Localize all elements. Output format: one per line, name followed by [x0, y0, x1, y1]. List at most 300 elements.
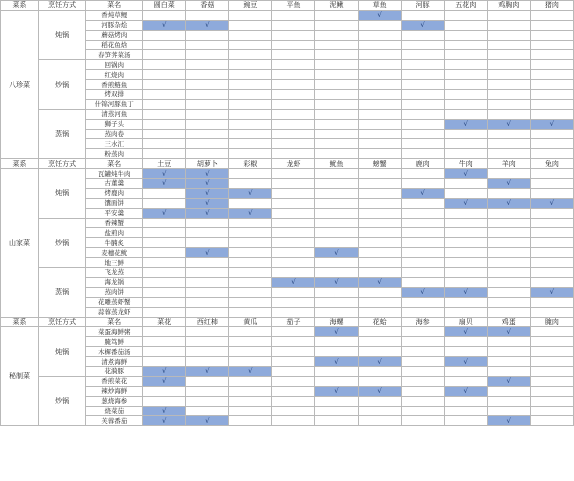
ingredient-empty-cell[interactable]: [401, 149, 444, 159]
ingredient-empty-cell[interactable]: [315, 396, 358, 406]
ingredient-empty-cell[interactable]: [186, 406, 229, 416]
ingredient-check-cell[interactable]: √: [143, 376, 186, 386]
ingredient-check-cell[interactable]: √: [487, 198, 530, 208]
ingredient-empty-cell[interactable]: [530, 80, 573, 90]
ingredient-empty-cell[interactable]: [444, 70, 487, 80]
ingredient-check-cell[interactable]: √: [444, 357, 487, 367]
ingredient-empty-cell[interactable]: [186, 327, 229, 337]
ingredient-empty-cell[interactable]: [487, 208, 530, 218]
ingredient-check-cell[interactable]: √: [143, 20, 186, 30]
ingredient-empty-cell[interactable]: [143, 139, 186, 149]
ingredient-empty-cell[interactable]: [530, 248, 573, 258]
ingredient-check-cell[interactable]: √: [315, 357, 358, 367]
ingredient-empty-cell[interactable]: [358, 287, 401, 297]
ingredient-empty-cell[interactable]: [272, 248, 315, 258]
ingredient-empty-cell[interactable]: [401, 258, 444, 268]
ingredient-empty-cell[interactable]: [143, 248, 186, 258]
ingredient-empty-cell[interactable]: [315, 307, 358, 317]
ingredient-empty-cell[interactable]: [401, 139, 444, 149]
ingredient-empty-cell[interactable]: [272, 218, 315, 228]
ingredient-empty-cell[interactable]: [229, 337, 272, 347]
ingredient-empty-cell[interactable]: [272, 366, 315, 376]
ingredient-empty-cell[interactable]: [229, 268, 272, 278]
ingredient-empty-cell[interactable]: [487, 149, 530, 159]
ingredient-empty-cell[interactable]: [487, 287, 530, 297]
ingredient-check-cell[interactable]: √: [530, 119, 573, 129]
ingredient-empty-cell[interactable]: [272, 396, 315, 406]
ingredient-empty-cell[interactable]: [315, 119, 358, 129]
ingredient-empty-cell[interactable]: [358, 238, 401, 248]
ingredient-empty-cell[interactable]: [272, 188, 315, 198]
ingredient-empty-cell[interactable]: [487, 258, 530, 268]
ingredient-empty-cell[interactable]: [401, 198, 444, 208]
ingredient-empty-cell[interactable]: [530, 169, 573, 179]
ingredient-check-cell[interactable]: √: [143, 179, 186, 189]
ingredient-empty-cell[interactable]: [358, 90, 401, 100]
ingredient-empty-cell[interactable]: [358, 50, 401, 60]
ingredient-empty-cell[interactable]: [272, 30, 315, 40]
ingredient-empty-cell[interactable]: [315, 188, 358, 198]
ingredient-check-cell[interactable]: √: [186, 366, 229, 376]
ingredient-empty-cell[interactable]: [229, 109, 272, 119]
ingredient-empty-cell[interactable]: [444, 139, 487, 149]
ingredient-empty-cell[interactable]: [358, 80, 401, 90]
ingredient-empty-cell[interactable]: [229, 416, 272, 426]
ingredient-empty-cell[interactable]: [530, 327, 573, 337]
ingredient-empty-cell[interactable]: [229, 287, 272, 297]
ingredient-empty-cell[interactable]: [530, 406, 573, 416]
ingredient-empty-cell[interactable]: [229, 10, 272, 20]
ingredient-empty-cell[interactable]: [315, 90, 358, 100]
ingredient-empty-cell[interactable]: [530, 188, 573, 198]
ingredient-empty-cell[interactable]: [186, 149, 229, 159]
ingredient-empty-cell[interactable]: [272, 149, 315, 159]
ingredient-empty-cell[interactable]: [530, 70, 573, 80]
ingredient-empty-cell[interactable]: [358, 416, 401, 426]
ingredient-empty-cell[interactable]: [487, 188, 530, 198]
ingredient-empty-cell[interactable]: [315, 347, 358, 357]
ingredient-check-cell[interactable]: √: [444, 386, 487, 396]
ingredient-empty-cell[interactable]: [487, 30, 530, 40]
ingredient-empty-cell[interactable]: [358, 208, 401, 218]
ingredient-empty-cell[interactable]: [186, 258, 229, 268]
ingredient-empty-cell[interactable]: [229, 327, 272, 337]
ingredient-empty-cell[interactable]: [401, 60, 444, 70]
ingredient-empty-cell[interactable]: [272, 357, 315, 367]
ingredient-empty-cell[interactable]: [358, 337, 401, 347]
ingredient-empty-cell[interactable]: [272, 258, 315, 268]
ingredient-empty-cell[interactable]: [401, 208, 444, 218]
ingredient-empty-cell[interactable]: [186, 129, 229, 139]
ingredient-empty-cell[interactable]: [186, 50, 229, 60]
ingredient-empty-cell[interactable]: [401, 248, 444, 258]
ingredient-empty-cell[interactable]: [444, 188, 487, 198]
ingredient-empty-cell[interactable]: [358, 119, 401, 129]
ingredient-empty-cell[interactable]: [401, 277, 444, 287]
ingredient-empty-cell[interactable]: [143, 60, 186, 70]
ingredient-empty-cell[interactable]: [272, 297, 315, 307]
ingredient-empty-cell[interactable]: [229, 179, 272, 189]
ingredient-empty-cell[interactable]: [143, 50, 186, 60]
ingredient-empty-cell[interactable]: [229, 99, 272, 109]
ingredient-empty-cell[interactable]: [272, 80, 315, 90]
ingredient-empty-cell[interactable]: [143, 218, 186, 228]
ingredient-empty-cell[interactable]: [401, 416, 444, 426]
ingredient-empty-cell[interactable]: [272, 20, 315, 30]
ingredient-empty-cell[interactable]: [530, 277, 573, 287]
ingredient-empty-cell[interactable]: [229, 169, 272, 179]
ingredient-empty-cell[interactable]: [444, 60, 487, 70]
ingredient-empty-cell[interactable]: [487, 277, 530, 287]
ingredient-empty-cell[interactable]: [487, 228, 530, 238]
ingredient-empty-cell[interactable]: [358, 30, 401, 40]
ingredient-empty-cell[interactable]: [487, 366, 530, 376]
ingredient-empty-cell[interactable]: [272, 99, 315, 109]
ingredient-empty-cell[interactable]: [143, 70, 186, 80]
ingredient-empty-cell[interactable]: [530, 109, 573, 119]
ingredient-empty-cell[interactable]: [401, 406, 444, 416]
ingredient-empty-cell[interactable]: [444, 90, 487, 100]
ingredient-empty-cell[interactable]: [272, 109, 315, 119]
ingredient-empty-cell[interactable]: [444, 406, 487, 416]
ingredient-empty-cell[interactable]: [272, 40, 315, 50]
ingredient-empty-cell[interactable]: [143, 357, 186, 367]
ingredient-empty-cell[interactable]: [186, 287, 229, 297]
ingredient-empty-cell[interactable]: [186, 228, 229, 238]
ingredient-empty-cell[interactable]: [186, 60, 229, 70]
ingredient-empty-cell[interactable]: [229, 30, 272, 40]
ingredient-empty-cell[interactable]: [530, 179, 573, 189]
ingredient-empty-cell[interactable]: [358, 129, 401, 139]
ingredient-empty-cell[interactable]: [530, 50, 573, 60]
ingredient-check-cell[interactable]: √: [487, 416, 530, 426]
ingredient-empty-cell[interactable]: [358, 228, 401, 238]
ingredient-empty-cell[interactable]: [358, 60, 401, 70]
ingredient-empty-cell[interactable]: [401, 228, 444, 238]
ingredient-empty-cell[interactable]: [487, 60, 530, 70]
ingredient-empty-cell[interactable]: [401, 366, 444, 376]
ingredient-empty-cell[interactable]: [444, 20, 487, 30]
ingredient-empty-cell[interactable]: [315, 109, 358, 119]
ingredient-empty-cell[interactable]: [358, 99, 401, 109]
ingredient-empty-cell[interactable]: [530, 20, 573, 30]
ingredient-empty-cell[interactable]: [186, 40, 229, 50]
ingredient-check-cell[interactable]: √: [401, 20, 444, 30]
ingredient-empty-cell[interactable]: [272, 416, 315, 426]
ingredient-empty-cell[interactable]: [487, 337, 530, 347]
ingredient-empty-cell[interactable]: [487, 20, 530, 30]
ingredient-empty-cell[interactable]: [487, 70, 530, 80]
ingredient-empty-cell[interactable]: [315, 238, 358, 248]
ingredient-check-cell[interactable]: √: [143, 366, 186, 376]
ingredient-empty-cell[interactable]: [487, 80, 530, 90]
ingredient-empty-cell[interactable]: [229, 386, 272, 396]
ingredient-empty-cell[interactable]: [186, 277, 229, 287]
ingredient-empty-cell[interactable]: [530, 357, 573, 367]
ingredient-check-cell[interactable]: √: [315, 327, 358, 337]
ingredient-empty-cell[interactable]: [315, 169, 358, 179]
ingredient-empty-cell[interactable]: [143, 268, 186, 278]
ingredient-empty-cell[interactable]: [530, 149, 573, 159]
ingredient-empty-cell[interactable]: [358, 307, 401, 317]
ingredient-check-cell[interactable]: √: [487, 119, 530, 129]
ingredient-check-cell[interactable]: √: [143, 416, 186, 426]
ingredient-empty-cell[interactable]: [530, 208, 573, 218]
ingredient-empty-cell[interactable]: [358, 327, 401, 337]
ingredient-empty-cell[interactable]: [272, 169, 315, 179]
ingredient-empty-cell[interactable]: [143, 238, 186, 248]
ingredient-empty-cell[interactable]: [401, 357, 444, 367]
ingredient-empty-cell[interactable]: [530, 10, 573, 20]
ingredient-check-cell[interactable]: √: [358, 10, 401, 20]
ingredient-check-cell[interactable]: √: [143, 406, 186, 416]
ingredient-empty-cell[interactable]: [229, 198, 272, 208]
ingredient-empty-cell[interactable]: [143, 188, 186, 198]
ingredient-empty-cell[interactable]: [487, 357, 530, 367]
ingredient-empty-cell[interactable]: [530, 386, 573, 396]
ingredient-empty-cell[interactable]: [444, 416, 487, 426]
ingredient-empty-cell[interactable]: [401, 297, 444, 307]
ingredient-empty-cell[interactable]: [487, 40, 530, 50]
ingredient-empty-cell[interactable]: [143, 386, 186, 396]
ingredient-empty-cell[interactable]: [143, 228, 186, 238]
ingredient-empty-cell[interactable]: [186, 119, 229, 129]
ingredient-empty-cell[interactable]: [229, 248, 272, 258]
ingredient-empty-cell[interactable]: [444, 179, 487, 189]
ingredient-empty-cell[interactable]: [530, 228, 573, 238]
ingredient-empty-cell[interactable]: [272, 70, 315, 80]
ingredient-empty-cell[interactable]: [530, 297, 573, 307]
ingredient-empty-cell[interactable]: [444, 238, 487, 248]
ingredient-empty-cell[interactable]: [487, 248, 530, 258]
ingredient-empty-cell[interactable]: [272, 129, 315, 139]
ingredient-empty-cell[interactable]: [272, 238, 315, 248]
ingredient-empty-cell[interactable]: [272, 139, 315, 149]
ingredient-check-cell[interactable]: √: [186, 248, 229, 258]
ingredient-empty-cell[interactable]: [186, 238, 229, 248]
ingredient-empty-cell[interactable]: [487, 10, 530, 20]
ingredient-check-cell[interactable]: √: [229, 208, 272, 218]
ingredient-empty-cell[interactable]: [487, 396, 530, 406]
ingredient-check-cell[interactable]: √: [186, 208, 229, 218]
ingredient-empty-cell[interactable]: [530, 376, 573, 386]
ingredient-empty-cell[interactable]: [530, 40, 573, 50]
ingredient-empty-cell[interactable]: [229, 218, 272, 228]
ingredient-empty-cell[interactable]: [186, 30, 229, 40]
ingredient-check-cell[interactable]: √: [186, 416, 229, 426]
ingredient-empty-cell[interactable]: [229, 228, 272, 238]
ingredient-empty-cell[interactable]: [401, 50, 444, 60]
ingredient-check-cell[interactable]: √: [229, 188, 272, 198]
ingredient-empty-cell[interactable]: [530, 90, 573, 100]
ingredient-empty-cell[interactable]: [530, 366, 573, 376]
ingredient-empty-cell[interactable]: [272, 337, 315, 347]
ingredient-empty-cell[interactable]: [401, 376, 444, 386]
ingredient-check-cell[interactable]: √: [444, 119, 487, 129]
ingredient-check-cell[interactable]: √: [315, 277, 358, 287]
ingredient-empty-cell[interactable]: [401, 10, 444, 20]
ingredient-empty-cell[interactable]: [315, 60, 358, 70]
ingredient-empty-cell[interactable]: [186, 109, 229, 119]
ingredient-empty-cell[interactable]: [401, 40, 444, 50]
ingredient-empty-cell[interactable]: [143, 80, 186, 90]
ingredient-empty-cell[interactable]: [444, 376, 487, 386]
ingredient-empty-cell[interactable]: [143, 198, 186, 208]
ingredient-check-cell[interactable]: √: [272, 277, 315, 287]
ingredient-empty-cell[interactable]: [315, 258, 358, 268]
ingredient-empty-cell[interactable]: [487, 90, 530, 100]
ingredient-empty-cell[interactable]: [143, 287, 186, 297]
ingredient-empty-cell[interactable]: [143, 337, 186, 347]
ingredient-check-cell[interactable]: √: [530, 287, 573, 297]
ingredient-empty-cell[interactable]: [487, 268, 530, 278]
ingredient-empty-cell[interactable]: [272, 208, 315, 218]
ingredient-check-cell[interactable]: √: [358, 386, 401, 396]
ingredient-check-cell[interactable]: √: [315, 386, 358, 396]
ingredient-check-cell[interactable]: √: [487, 376, 530, 386]
ingredient-empty-cell[interactable]: [315, 376, 358, 386]
ingredient-empty-cell[interactable]: [444, 307, 487, 317]
ingredient-empty-cell[interactable]: [315, 20, 358, 30]
ingredient-empty-cell[interactable]: [143, 277, 186, 287]
ingredient-empty-cell[interactable]: [143, 10, 186, 20]
ingredient-empty-cell[interactable]: [444, 218, 487, 228]
ingredient-empty-cell[interactable]: [315, 99, 358, 109]
ingredient-empty-cell[interactable]: [229, 376, 272, 386]
ingredient-empty-cell[interactable]: [272, 119, 315, 129]
ingredient-empty-cell[interactable]: [401, 218, 444, 228]
ingredient-empty-cell[interactable]: [401, 179, 444, 189]
ingredient-empty-cell[interactable]: [315, 416, 358, 426]
ingredient-empty-cell[interactable]: [229, 70, 272, 80]
ingredient-empty-cell[interactable]: [315, 218, 358, 228]
ingredient-empty-cell[interactable]: [186, 376, 229, 386]
ingredient-check-cell[interactable]: √: [401, 287, 444, 297]
ingredient-empty-cell[interactable]: [229, 90, 272, 100]
ingredient-empty-cell[interactable]: [315, 10, 358, 20]
ingredient-empty-cell[interactable]: [487, 169, 530, 179]
ingredient-empty-cell[interactable]: [229, 307, 272, 317]
ingredient-empty-cell[interactable]: [143, 99, 186, 109]
ingredient-empty-cell[interactable]: [186, 386, 229, 396]
ingredient-empty-cell[interactable]: [401, 30, 444, 40]
ingredient-empty-cell[interactable]: [444, 277, 487, 287]
ingredient-empty-cell[interactable]: [401, 307, 444, 317]
ingredient-empty-cell[interactable]: [358, 366, 401, 376]
ingredient-empty-cell[interactable]: [186, 307, 229, 317]
ingredient-empty-cell[interactable]: [315, 40, 358, 50]
ingredient-empty-cell[interactable]: [272, 228, 315, 238]
ingredient-empty-cell[interactable]: [315, 228, 358, 238]
ingredient-empty-cell[interactable]: [530, 337, 573, 347]
ingredient-empty-cell[interactable]: [487, 99, 530, 109]
ingredient-empty-cell[interactable]: [401, 268, 444, 278]
ingredient-empty-cell[interactable]: [444, 109, 487, 119]
ingredient-empty-cell[interactable]: [358, 188, 401, 198]
ingredient-check-cell[interactable]: √: [444, 287, 487, 297]
ingredient-empty-cell[interactable]: [229, 238, 272, 248]
ingredient-empty-cell[interactable]: [315, 366, 358, 376]
ingredient-empty-cell[interactable]: [272, 376, 315, 386]
ingredient-empty-cell[interactable]: [315, 129, 358, 139]
ingredient-empty-cell[interactable]: [444, 297, 487, 307]
ingredient-check-cell[interactable]: √: [487, 327, 530, 337]
ingredient-empty-cell[interactable]: [358, 376, 401, 386]
ingredient-empty-cell[interactable]: [444, 30, 487, 40]
ingredient-empty-cell[interactable]: [272, 386, 315, 396]
ingredient-empty-cell[interactable]: [401, 119, 444, 129]
ingredient-empty-cell[interactable]: [315, 287, 358, 297]
ingredient-empty-cell[interactable]: [444, 208, 487, 218]
ingredient-empty-cell[interactable]: [401, 347, 444, 357]
ingredient-empty-cell[interactable]: [358, 70, 401, 80]
ingredient-check-cell[interactable]: √: [315, 248, 358, 258]
ingredient-empty-cell[interactable]: [229, 80, 272, 90]
ingredient-check-cell[interactable]: √: [186, 179, 229, 189]
ingredient-empty-cell[interactable]: [229, 357, 272, 367]
ingredient-empty-cell[interactable]: [229, 139, 272, 149]
ingredient-empty-cell[interactable]: [186, 80, 229, 90]
ingredient-empty-cell[interactable]: [186, 10, 229, 20]
ingredient-empty-cell[interactable]: [229, 129, 272, 139]
ingredient-empty-cell[interactable]: [229, 60, 272, 70]
ingredient-empty-cell[interactable]: [401, 90, 444, 100]
ingredient-empty-cell[interactable]: [229, 258, 272, 268]
ingredient-empty-cell[interactable]: [143, 347, 186, 357]
ingredient-empty-cell[interactable]: [358, 268, 401, 278]
ingredient-empty-cell[interactable]: [358, 258, 401, 268]
ingredient-empty-cell[interactable]: [143, 109, 186, 119]
ingredient-check-cell[interactable]: √: [358, 277, 401, 287]
ingredient-empty-cell[interactable]: [444, 248, 487, 258]
ingredient-empty-cell[interactable]: [272, 347, 315, 357]
ingredient-empty-cell[interactable]: [487, 129, 530, 139]
ingredient-empty-cell[interactable]: [358, 20, 401, 30]
ingredient-check-cell[interactable]: √: [444, 169, 487, 179]
ingredient-empty-cell[interactable]: [530, 347, 573, 357]
ingredient-empty-cell[interactable]: [186, 218, 229, 228]
ingredient-check-cell[interactable]: √: [143, 208, 186, 218]
ingredient-empty-cell[interactable]: [315, 297, 358, 307]
ingredient-empty-cell[interactable]: [272, 50, 315, 60]
ingredient-empty-cell[interactable]: [143, 258, 186, 268]
ingredient-empty-cell[interactable]: [358, 179, 401, 189]
ingredient-empty-cell[interactable]: [530, 218, 573, 228]
ingredient-empty-cell[interactable]: [315, 406, 358, 416]
ingredient-check-cell[interactable]: √: [186, 20, 229, 30]
ingredient-empty-cell[interactable]: [530, 238, 573, 248]
ingredient-empty-cell[interactable]: [229, 149, 272, 159]
ingredient-check-cell[interactable]: √: [444, 198, 487, 208]
ingredient-empty-cell[interactable]: [229, 40, 272, 50]
ingredient-empty-cell[interactable]: [315, 30, 358, 40]
ingredient-empty-cell[interactable]: [272, 10, 315, 20]
ingredient-empty-cell[interactable]: [487, 347, 530, 357]
ingredient-check-cell[interactable]: √: [186, 198, 229, 208]
ingredient-empty-cell[interactable]: [444, 258, 487, 268]
ingredient-empty-cell[interactable]: [186, 90, 229, 100]
ingredient-empty-cell[interactable]: [530, 396, 573, 406]
ingredient-empty-cell[interactable]: [401, 129, 444, 139]
ingredient-check-cell[interactable]: √: [487, 179, 530, 189]
ingredient-empty-cell[interactable]: [444, 149, 487, 159]
ingredient-empty-cell[interactable]: [530, 129, 573, 139]
ingredient-empty-cell[interactable]: [143, 30, 186, 40]
ingredient-empty-cell[interactable]: [401, 327, 444, 337]
ingredient-empty-cell[interactable]: [444, 396, 487, 406]
ingredient-empty-cell[interactable]: [358, 198, 401, 208]
ingredient-empty-cell[interactable]: [401, 337, 444, 347]
